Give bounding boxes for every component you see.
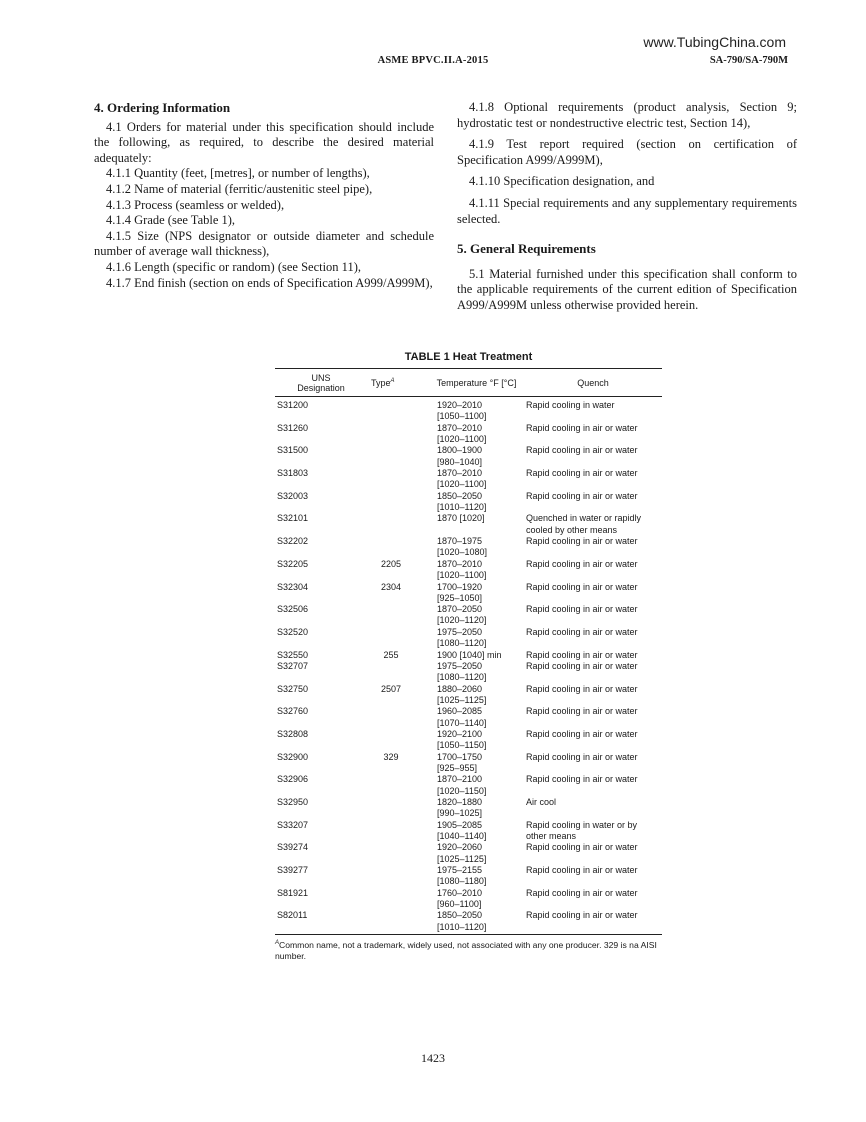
table-header-row (275, 369, 662, 397)
item-4-1-10: 4.1.10 Specification designation, and (469, 174, 655, 189)
cell-type (367, 910, 429, 933)
cell-temperature: 1700–1750 [925–955] (437, 751, 483, 773)
spec-designation: SA-790/SA-790M (709, 55, 788, 66)
table-row (275, 774, 662, 797)
item-4-1-7: 4.1.7 End finish (section on ends of Specification A999/A999M), (106, 275, 433, 290)
cell-type: 255 (383, 649, 399, 660)
cell-uns: S32950 (277, 796, 309, 807)
cell-temperature: 1870–2050 [1020–1120] (437, 604, 487, 626)
table-row (275, 445, 662, 468)
cell-uns: S81921 (277, 887, 309, 898)
cell-uns: S32760 (277, 706, 309, 717)
paragraph-4-1: 4.1 Orders for material under this specification should include the following, as required, to describe the desired material adequately: (94, 119, 434, 165)
section-5-heading: 5. General Requirements (457, 241, 596, 257)
cell-type (367, 865, 429, 888)
cell-uns: S32202 (277, 536, 309, 547)
cell-quench: Rapid cooling in air or water (526, 558, 638, 569)
cell-temperature: 1920–2100 [1050–1150] (437, 728, 487, 751)
table-row (275, 910, 662, 933)
table-row (275, 536, 662, 559)
cell-temperature: 1870–2100 [1020–1150] (437, 774, 487, 796)
cell-uns: S32506 (277, 604, 309, 615)
cell-temperature: 1820–1880 [990–1025] (437, 796, 483, 819)
cell-quench: Rapid cooling in air or water (526, 468, 638, 479)
cell-quench: Quenched in water or rapidly cooled by other means (526, 513, 642, 535)
cell-quench: Rapid cooling in air or water (526, 910, 638, 921)
header-temperature: Temperature °F [°C] (436, 377, 517, 388)
cell-uns: S31803 (277, 468, 309, 479)
cell-temperature: 1870–2010 [1020–1100] (437, 558, 487, 581)
table-row (275, 752, 662, 775)
cell-type (367, 706, 429, 729)
page-number: 1423 (421, 1051, 445, 1065)
cell-quench: Rapid cooling in air or water (526, 490, 638, 501)
cell-temperature: 1870–2010 [1020–1100] (437, 422, 487, 444)
paragraph-5-1: 5.1 Material furnished under this specification shall conform to the applicable requirements of the current edition of Specification A999/A999M unless otherwise provided herein. (457, 266, 797, 312)
site-url[interactable]: www.TubingChina.com (643, 34, 786, 50)
table-row (275, 491, 662, 514)
cell-quench: Rapid cooling in air or water (526, 660, 638, 671)
cell-temperature: 1920–2060 [1025–1125] (437, 842, 487, 864)
cell-type (367, 774, 429, 797)
cell-uns: S32707 (277, 660, 309, 671)
left-column (94, 100, 434, 291)
cell-type (367, 604, 429, 627)
cell-quench: Rapid cooling in air or water (526, 604, 638, 615)
cell-quench: Air cool (526, 796, 557, 807)
item-4-1-2: 4.1.2 Name of material (ferritic/austenitic steel pipe), (106, 181, 373, 196)
cell-uns: S32003 (277, 490, 309, 501)
cell-quench: Rapid cooling in air or water (526, 683, 638, 694)
cell-type (367, 888, 429, 911)
table-row (275, 513, 662, 536)
table-row (275, 820, 662, 843)
cell-type (367, 797, 429, 820)
header-quench: Quench (577, 377, 609, 388)
header-uns: UNS Designation (297, 372, 345, 393)
cell-uns: S31500 (277, 445, 309, 456)
cell-type (367, 445, 429, 468)
table-body (275, 397, 662, 933)
table-row (275, 842, 662, 865)
item-4-1-1: 4.1.1 Quantity (feet, [metres], or number of lengths), (106, 166, 370, 181)
cell-uns: S31200 (277, 400, 309, 410)
item-4-1-5: 4.1.5 Size (NPS designator or outside diameter and schedule number of average wall thickness), (94, 228, 434, 259)
cell-temperature: 1880–2060 [1025–1125] (437, 683, 487, 705)
cell-type (367, 661, 429, 684)
table-row (275, 729, 662, 752)
cell-quench: Rapid cooling in air or water (526, 865, 638, 876)
cell-quench: Rapid cooling in air or water (526, 626, 638, 637)
cell-uns: S33207 (277, 819, 309, 830)
cell-type (367, 729, 429, 752)
cell-temperature: 1900 [1040] min (437, 649, 502, 660)
cell-temperature: 1850–2050 [1010–1120] (437, 910, 487, 932)
cell-type (367, 400, 429, 423)
cell-type: 2507 (380, 683, 402, 694)
table-row (275, 684, 662, 707)
cell-temperature: 1960–2085 [1070–1140] (437, 706, 487, 728)
cell-uns: S32906 (277, 774, 309, 785)
cell-type (367, 491, 429, 514)
cell-type (367, 842, 429, 865)
cell-uns: S82011 (277, 910, 308, 921)
section-4-heading: 4. Ordering Information (94, 100, 231, 115)
table-row (275, 468, 662, 491)
cell-quench: Rapid cooling in air or water (526, 887, 638, 898)
cell-uns: S32205 (277, 558, 309, 569)
table-row (275, 582, 662, 605)
cell-temperature: 1905–2085 [1040–1140] (437, 819, 487, 841)
cell-quench: Rapid cooling in air or water (526, 774, 638, 785)
cell-type (367, 423, 429, 446)
cell-quench: Rapid cooling in air or water (526, 751, 638, 762)
cell-uns: S32808 (277, 728, 309, 739)
right-column (457, 100, 797, 314)
cell-temperature: 1800–1900 [980–1040] (437, 445, 483, 467)
cell-uns: S32750 (277, 683, 309, 694)
cell-temperature: 1700–1920 [925–1050] (437, 581, 483, 603)
cell-quench: Rapid cooling in water (526, 400, 615, 410)
cell-uns: S32900 (277, 751, 309, 762)
cell-uns: S32101 (277, 513, 309, 524)
cell-uns: S39274 (277, 842, 309, 853)
cell-temperature: 1975–2050 [1080–1120] (437, 660, 487, 683)
cell-type: 2205 (380, 558, 402, 569)
cell-quench: Rapid cooling in water or by other means (526, 819, 638, 841)
cell-type (367, 536, 429, 559)
table-row (275, 423, 662, 446)
cell-quench: Rapid cooling in air or water (526, 422, 638, 433)
cell-quench: Rapid cooling in air or water (526, 649, 638, 660)
table-title: TABLE 1 Heat Treatment (404, 351, 533, 363)
cell-temperature: 1870–1975 [1020–1080] (437, 536, 488, 558)
cell-quench: Rapid cooling in air or water (526, 728, 638, 739)
cell-uns: S32304 (277, 581, 309, 592)
cell-type (367, 468, 429, 491)
cell-temperature: 1975–2050 [1080–1120] (437, 626, 487, 649)
table-row (275, 627, 662, 650)
table-row (275, 706, 662, 729)
cell-temperature: 1760–2010 [960–1100] (437, 887, 483, 910)
item-4-1-9: 4.1.9 Test report required (section on certification of Specification A999/A999M), (457, 137, 797, 167)
cell-quench: Rapid cooling in air or water (526, 536, 638, 547)
header-type: Type$^A$ (371, 377, 395, 388)
item-4-1-4: 4.1.4 Grade (see Table 1), (106, 213, 236, 228)
cell-uns: S31260 (277, 422, 309, 433)
cell-type: 329 (383, 751, 399, 762)
cell-type (367, 513, 429, 536)
table-row (275, 797, 662, 820)
table-row (275, 865, 662, 888)
cell-temperature: 1975–2155 [1080–1180] (437, 865, 487, 887)
cell-temperature: 1850–2050 [1010–1120] (437, 490, 487, 513)
cell-quench: Rapid cooling in air or water (526, 842, 638, 853)
cell-type (367, 820, 429, 843)
table-row (275, 888, 662, 911)
item-4-1-3: 4.1.3 Process (seamless or welded), (106, 197, 285, 212)
table-row (275, 400, 662, 423)
table-row (275, 559, 662, 582)
item-4-1-6: 4.1.6 Length (specific or random) (see Section 11), (106, 259, 362, 274)
cell-type: 2304 (380, 581, 402, 592)
table-row (275, 604, 662, 627)
cell-type (367, 627, 429, 650)
table-row (275, 650, 662, 661)
table-row (275, 661, 662, 684)
cell-uns: S39277 (277, 865, 309, 876)
cell-temperature: 1870 [1020] (437, 513, 485, 524)
cell-uns: S32520 (277, 626, 309, 637)
cell-temperature: 1870–2010 [1020–1100] (437, 468, 487, 490)
cell-quench: Rapid cooling in air or water (526, 445, 638, 456)
cell-quench: Rapid cooling in air or water (526, 581, 638, 592)
table-footnote: $^A$Common name, not a trademark, widely used, not associated with any one producer. 329 is na AISI number. (275, 934, 662, 963)
item-4-1-11: 4.1.11 Special requirements and any supplementary requirements selected. (457, 195, 797, 226)
standard-name: ASME BPVC.II.A-2015 (377, 55, 489, 66)
heat-treatment-table (275, 351, 662, 963)
item-4-1-8: 4.1.8 Optional requirements (product analysis, Section 9; hydrostatic test or nondestructive electric test, Section 14), (457, 100, 797, 130)
cell-uns: S32550 (277, 649, 309, 660)
cell-temperature: 1920–2010 [1050–1100] (437, 400, 487, 422)
cell-quench: Rapid cooling in air or water (526, 706, 638, 717)
footnote-ref: A (390, 377, 395, 384)
